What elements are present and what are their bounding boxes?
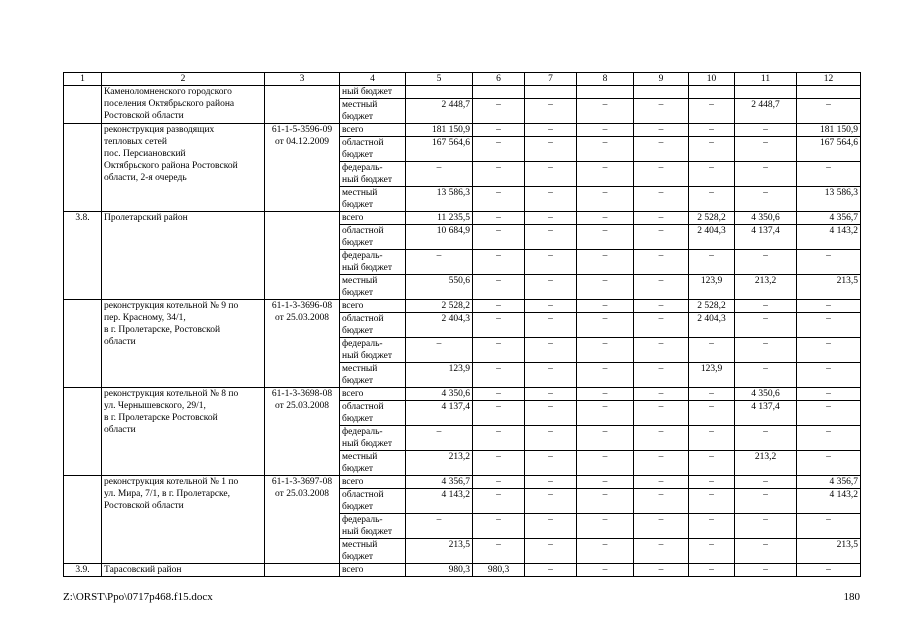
amount-cell: – [473, 137, 525, 162]
table-row [64, 564, 861, 577]
funding-source: областной бюджет [340, 225, 406, 250]
amount-cell: 4 356,7 [797, 476, 861, 489]
object-name: реконструкция котельной № 1 по ул. Мира, 7/1, в г. Пролетарске, Ростовской области [102, 476, 265, 564]
funding-source: местный бюджет [340, 99, 406, 124]
registration-number: 61-1-3-3698-08 от 25.03.2008 [265, 388, 340, 476]
amount-cell: – [735, 564, 797, 577]
amount-cell: 213,5 [406, 539, 473, 564]
amount-cell: 123,9 [689, 275, 735, 300]
amount-cell: – [577, 225, 634, 250]
amount-cell: – [797, 363, 861, 388]
amount-cell: 980,3 [473, 564, 525, 577]
table-row [64, 124, 861, 137]
amount-cell: – [634, 451, 689, 476]
amount-cell: 2 528,2 [689, 212, 735, 225]
amount-cell: – [525, 124, 577, 137]
amount-cell: – [473, 514, 525, 539]
amount-cell: – [634, 313, 689, 338]
amount-cell: 213,5 [797, 275, 861, 300]
amount-cell: – [525, 187, 577, 212]
amount-cell: 167 564,6 [797, 137, 861, 162]
amount-cell: – [735, 338, 797, 363]
amount-cell: 123,9 [689, 363, 735, 388]
amount-cell: – [525, 162, 577, 187]
amount-cell: – [406, 514, 473, 539]
registration-number [265, 212, 340, 300]
amount-cell: – [634, 250, 689, 275]
amount-cell: – [735, 363, 797, 388]
amount-cell: – [735, 514, 797, 539]
section-number: 3.8. [64, 212, 102, 300]
object-name: Пролетарский район [102, 212, 265, 300]
amount-cell: – [473, 476, 525, 489]
section-number [64, 300, 102, 388]
column-number-row [64, 73, 861, 86]
amount-cell: 11 235,5 [406, 212, 473, 225]
amount-cell: – [797, 388, 861, 401]
amount-cell: – [735, 162, 797, 187]
amount-cell: 2 528,2 [689, 300, 735, 313]
funding-source: всего [340, 476, 406, 489]
funding-source: всего [340, 300, 406, 313]
amount-cell: – [577, 539, 634, 564]
amount-cell: – [689, 250, 735, 275]
amount-cell: 213,2 [735, 275, 797, 300]
amount-cell: – [473, 539, 525, 564]
amount-cell: – [577, 401, 634, 426]
amount-cell: – [525, 300, 577, 313]
amount-cell: – [577, 514, 634, 539]
amount-cell: – [634, 99, 689, 124]
object-name: реконструкция котельной № 9 по пер. Красному, 34/1, в г. Пролетарске, Ростовской области [102, 300, 265, 388]
amount-cell: – [797, 451, 861, 476]
amount-cell: 167 564,6 [406, 137, 473, 162]
amount-cell: – [525, 476, 577, 489]
amount-cell [689, 86, 735, 99]
funding-source: областной бюджет [340, 489, 406, 514]
amount-cell: – [634, 363, 689, 388]
amount-cell: – [473, 99, 525, 124]
amount-cell: 2 404,3 [689, 313, 735, 338]
amount-cell [577, 86, 634, 99]
amount-cell: – [634, 426, 689, 451]
amount-cell: – [577, 99, 634, 124]
funding-source: местный бюджет [340, 275, 406, 300]
amount-cell: – [634, 564, 689, 577]
funding-source: областной бюджет [340, 401, 406, 426]
amount-cell [473, 86, 525, 99]
column-number: 7 [525, 73, 577, 86]
amount-cell: – [525, 313, 577, 338]
funding-source: всего [340, 388, 406, 401]
amount-cell: – [577, 476, 634, 489]
amount-cell: 13 586,3 [797, 187, 861, 212]
amount-cell: 2 404,3 [406, 313, 473, 338]
amount-cell: – [473, 451, 525, 476]
amount-cell: 4 143,2 [797, 225, 861, 250]
amount-cell: – [525, 489, 577, 514]
funding-source: федераль- ный бюджет [340, 338, 406, 363]
amount-cell: 2 448,7 [406, 99, 473, 124]
amount-cell: – [634, 300, 689, 313]
amount-cell: 181 150,9 [797, 124, 861, 137]
amount-cell: – [525, 426, 577, 451]
amount-cell [634, 86, 689, 99]
object-name: реконструкция котельной № 8 по ул. Чернышевского, 29/1, в г. Пролетарске Ростовской области [102, 388, 265, 476]
amount-cell: – [577, 451, 634, 476]
table-row [64, 476, 861, 489]
amount-cell [797, 86, 861, 99]
amount-cell: – [689, 514, 735, 539]
amount-cell: – [634, 514, 689, 539]
amount-cell: – [473, 162, 525, 187]
column-number: 10 [689, 73, 735, 86]
funding-source: местный бюджет [340, 451, 406, 476]
funding-source: федераль- ный бюджет [340, 514, 406, 539]
amount-cell: – [689, 162, 735, 187]
funding-source: федераль- ный бюджет [340, 250, 406, 275]
amount-cell: – [525, 401, 577, 426]
funding-source: всего [340, 564, 406, 577]
amount-cell: – [473, 426, 525, 451]
amount-cell: – [634, 124, 689, 137]
amount-cell: – [473, 313, 525, 338]
column-number: 6 [473, 73, 525, 86]
funding-source: местный бюджет [340, 539, 406, 564]
amount-cell: – [735, 313, 797, 338]
amount-cell: – [634, 539, 689, 564]
section-number [64, 388, 102, 476]
amount-cell: 13 586,3 [406, 187, 473, 212]
amount-cell: – [797, 401, 861, 426]
registration-number: 61-1-3-3697-08 от 25.03.2008 [265, 476, 340, 564]
amount-cell: 2 404,3 [689, 225, 735, 250]
amount-cell: 2 448,7 [735, 99, 797, 124]
amount-cell: – [473, 401, 525, 426]
amount-cell: 4 143,2 [797, 489, 861, 514]
amount-cell: – [689, 388, 735, 401]
registration-number: 61-1-5-3596-09 от 04.12.2009 [265, 124, 340, 212]
amount-cell [406, 86, 473, 99]
amount-cell: – [689, 564, 735, 577]
amount-cell: 2 528,2 [406, 300, 473, 313]
registration-number: 61-1-3-3696-08 от 25.03.2008 [265, 300, 340, 388]
funding-source: всего [340, 124, 406, 137]
object-name: Каменоломненского городского поселения Октябрьского района Ростовской области [102, 86, 265, 124]
amount-cell: – [577, 426, 634, 451]
amount-cell: – [735, 250, 797, 275]
amount-cell: – [577, 313, 634, 338]
amount-cell: – [634, 476, 689, 489]
amount-cell: 4 143,2 [406, 489, 473, 514]
amount-cell: – [577, 250, 634, 275]
amount-cell: – [406, 426, 473, 451]
amount-cell: – [689, 401, 735, 426]
amount-cell: – [473, 489, 525, 514]
amount-cell: – [634, 401, 689, 426]
amount-cell: 181 150,9 [406, 124, 473, 137]
amount-cell: – [525, 338, 577, 363]
amount-cell: – [525, 451, 577, 476]
amount-cell: – [689, 476, 735, 489]
amount-cell: – [577, 363, 634, 388]
registration-number [265, 564, 340, 577]
amount-cell: – [735, 476, 797, 489]
amount-cell: – [577, 124, 634, 137]
amount-cell: 213,2 [735, 451, 797, 476]
amount-cell: – [634, 212, 689, 225]
amount-cell: – [797, 250, 861, 275]
object-name: реконструкция разводящих тепловых сетей пос. Персиановский Октябрьского района Ростовской области, 2-я очередь [102, 124, 265, 212]
section-number [64, 124, 102, 212]
table-row [64, 388, 861, 401]
amount-cell: – [525, 363, 577, 388]
document-path: Z:\ORST\Ppo\0717p468.f15.docx [63, 591, 213, 603]
amount-cell: – [797, 313, 861, 338]
amount-cell: – [797, 162, 861, 187]
amount-cell: – [525, 564, 577, 577]
amount-cell: – [577, 275, 634, 300]
object-name: Тарасовский район [102, 564, 265, 577]
amount-cell: – [735, 124, 797, 137]
table-row [64, 300, 861, 313]
amount-cell: – [735, 426, 797, 451]
amount-cell: 4 356,7 [406, 476, 473, 489]
amount-cell: 123,9 [406, 363, 473, 388]
amount-cell: – [525, 212, 577, 225]
amount-cell [735, 86, 797, 99]
funding-source: местный бюджет [340, 363, 406, 388]
amount-cell [525, 86, 577, 99]
funding-source: федераль- ный бюджет [340, 162, 406, 187]
amount-cell: – [525, 225, 577, 250]
amount-cell: – [735, 539, 797, 564]
amount-cell: – [797, 99, 861, 124]
amount-cell: – [525, 99, 577, 124]
amount-cell: – [735, 137, 797, 162]
amount-cell: – [634, 137, 689, 162]
amount-cell: 10 684,9 [406, 225, 473, 250]
registration-number [265, 86, 340, 124]
amount-cell: – [525, 275, 577, 300]
funding-source: местный бюджет [340, 187, 406, 212]
amount-cell: 980,3 [406, 564, 473, 577]
amount-cell: – [577, 564, 634, 577]
funding-source: ный бюджет [340, 86, 406, 99]
amount-cell: – [689, 99, 735, 124]
column-number: 12 [797, 73, 861, 86]
amount-cell: – [406, 338, 473, 363]
section-number [64, 86, 102, 124]
funding-source: федераль- ный бюджет [340, 426, 406, 451]
amount-cell: – [473, 225, 525, 250]
amount-cell: 4 137,4 [735, 225, 797, 250]
amount-cell: – [525, 137, 577, 162]
amount-cell: – [689, 124, 735, 137]
amount-cell: – [473, 300, 525, 313]
amount-cell: 213,5 [797, 539, 861, 564]
amount-cell: – [577, 489, 634, 514]
amount-cell: – [525, 514, 577, 539]
column-number: 3 [265, 73, 340, 86]
amount-cell: – [473, 250, 525, 275]
section-number: 3.9. [64, 564, 102, 577]
amount-cell: – [577, 300, 634, 313]
amount-cell: – [689, 137, 735, 162]
amount-cell: 4 350,6 [735, 212, 797, 225]
amount-cell: 4 137,4 [406, 401, 473, 426]
column-number: 1 [64, 73, 102, 86]
funding-source: областной бюджет [340, 137, 406, 162]
amount-cell: – [797, 514, 861, 539]
amount-cell: – [577, 162, 634, 187]
amount-cell: – [473, 338, 525, 363]
funding-source: областной бюджет [340, 313, 406, 338]
amount-cell: – [577, 212, 634, 225]
amount-cell: – [525, 539, 577, 564]
budget-table [63, 72, 861, 577]
table-row [64, 212, 861, 225]
amount-cell: – [406, 162, 473, 187]
table-row [64, 86, 861, 99]
amount-cell: – [634, 162, 689, 187]
amount-cell: – [634, 489, 689, 514]
amount-cell: – [797, 300, 861, 313]
column-number: 9 [634, 73, 689, 86]
amount-cell: – [797, 426, 861, 451]
amount-cell: – [634, 338, 689, 363]
column-number: 5 [406, 73, 473, 86]
amount-cell: – [689, 187, 735, 212]
amount-cell: – [577, 338, 634, 363]
amount-cell: – [473, 388, 525, 401]
amount-cell: – [577, 187, 634, 212]
amount-cell: – [689, 451, 735, 476]
amount-cell: – [473, 275, 525, 300]
amount-cell: – [473, 187, 525, 212]
amount-cell: 213,2 [406, 451, 473, 476]
amount-cell: – [797, 338, 861, 363]
amount-cell: – [689, 338, 735, 363]
amount-cell: – [634, 388, 689, 401]
amount-cell: 4 356,7 [797, 212, 861, 225]
amount-cell: – [689, 489, 735, 514]
amount-cell: – [525, 388, 577, 401]
section-number [64, 476, 102, 564]
amount-cell: 4 137,4 [735, 401, 797, 426]
amount-cell: – [473, 212, 525, 225]
amount-cell: – [735, 489, 797, 514]
amount-cell: – [634, 187, 689, 212]
amount-cell: – [689, 539, 735, 564]
amount-cell: – [797, 564, 861, 577]
amount-cell: – [473, 363, 525, 388]
funding-source: всего [340, 212, 406, 225]
amount-cell: – [735, 300, 797, 313]
column-number: 2 [102, 73, 265, 86]
amount-cell: – [577, 388, 634, 401]
amount-cell: 550,6 [406, 275, 473, 300]
column-number: 11 [735, 73, 797, 86]
amount-cell: – [689, 426, 735, 451]
amount-cell: – [634, 275, 689, 300]
column-number: 4 [340, 73, 406, 86]
amount-cell: – [634, 225, 689, 250]
amount-cell: – [525, 250, 577, 275]
column-number: 8 [577, 73, 634, 86]
amount-cell: – [735, 187, 797, 212]
amount-cell: – [406, 250, 473, 275]
amount-cell: 4 350,6 [406, 388, 473, 401]
amount-cell: – [473, 124, 525, 137]
amount-cell: 4 350,6 [735, 388, 797, 401]
amount-cell: – [577, 137, 634, 162]
page-number: 180 [843, 591, 860, 603]
